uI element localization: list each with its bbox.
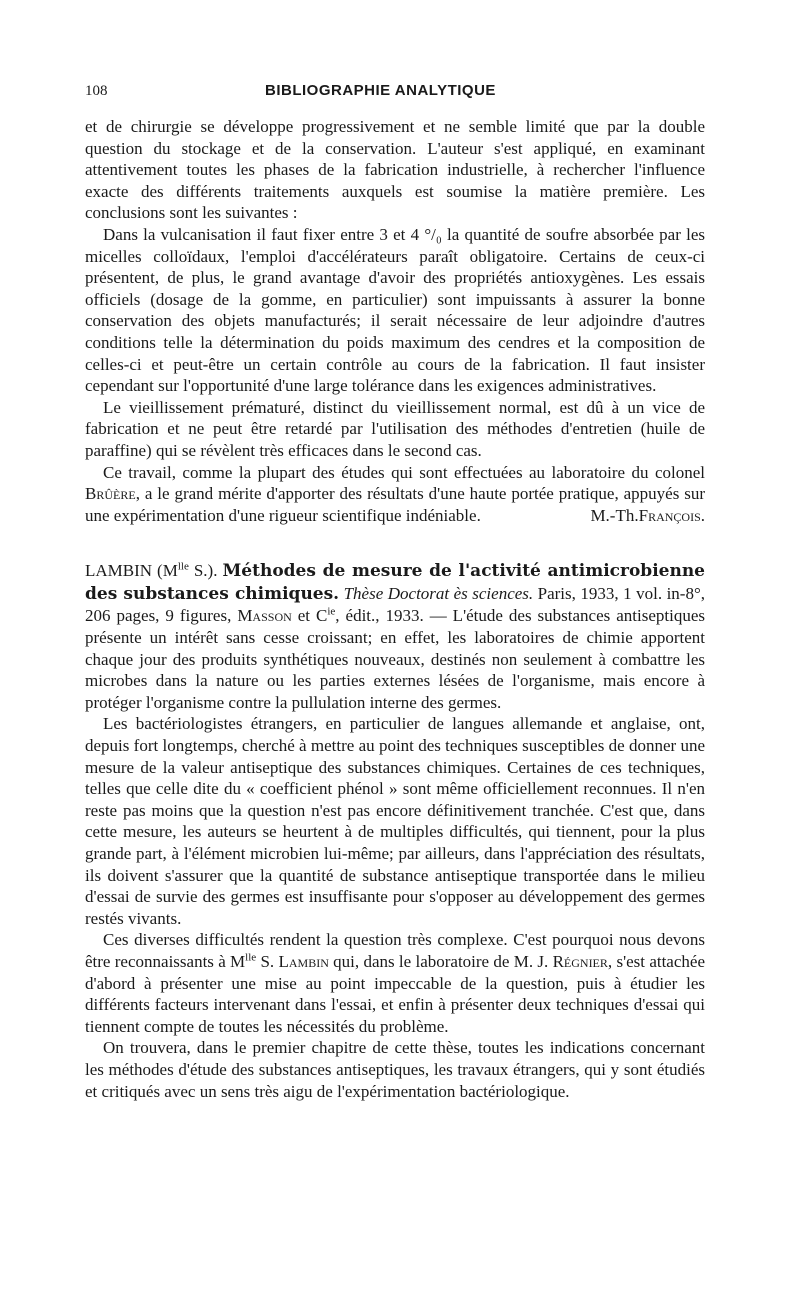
review1-paragraph-2: Dans la vulcanisation il faut fixer entre 3 et 4 °/₀ la quantité de soufre absorbée par les micelles colloïdaux, l'emploi d'accélérateurs paraît obligatoire. Certains de ceux-ci présentent, de plus, le grand avantage d'avoir des propriétés antioxygènes. Les essais officiels (dosage de la gomme, en particulier) sont impuissants à assurer la bonne conservation des objets manufacturés; il serait nécessaire de leur adjoindre d'autres conditions telle la détermination du poids maximum des cendres et la composition de celles-ci et peut-être un certain contrôle au cours de la fabrication. Il faut insister cependant sur l'opportunité d'une large tolérance dans les exigences administratives. <box>85 224 705 396</box>
review2-p3-text-d: , s'est attachée d'abord à présenter une mise au point impeccable de la question, puis à étudier les différents facteurs intervenant dans l'essai, et enfin à présenter deux techniques d'essai qui tiennent compte de toutes les nécessités du problème. <box>85 951 705 1036</box>
review2-paragraph-2: Les bactériologistes étrangers, en particulier de langues allemande et anglaise, ont, depuis fort longtemps, cherché à mettre au point des techniques susceptibles de donner une mesure de la valeur antiseptique des substances chimiques. Certaines de ces techniques, telles que celle dite du « coefficient phénol » sont même officiellement reconnues. Il n'en reste pas moins que la question n'est pas encore définitivement tranchée. C'est que, dans cette mesure, les auteurs se heurtent à de multiples difficultés, qui tiennent, pour la plus grande part, à l'élément microbien lui-même; par ailleurs, dans l'appréciation des résultats, ils doivent s'assurer que la quantité de substance antiseptique transportée dans le milieu d'essai de survie des germes est insuffisante pour s'opposer au développement des germes restés vivants. <box>85 714 705 928</box>
review2-paragraph-3 <box>85 929 705 1037</box>
review1-p4-text-b: , a le grand mérite d'apporter des résultats d'une haute portée pratique, appuyés sur une expérimentation d'une rigueur scientifique indéniable. <box>85 484 705 525</box>
review2-p3-text-a: Ces diverses difficultés rendent la question très complexe. C'est pourquoi nous devons être reconnaissants à M <box>85 930 705 971</box>
person-name-regnier: Régnier <box>552 951 608 971</box>
review-rubber <box>85 116 705 526</box>
review2-p3-text-b: S. <box>256 951 279 971</box>
review2-paragraph-1 <box>85 560 705 713</box>
review2-biblio-b: et C <box>291 606 328 626</box>
review2-author-sup: lle <box>177 560 189 573</box>
review2-author-end: S.). <box>188 561 223 581</box>
running-title: BIBLIOGRAPHIE ANALYTIQUE <box>265 82 496 99</box>
review1-paragraph-1: et de chirurgie se développe progressivement et ne semble limité que par la double question du stockage et de la conservation. L'auteur s'est appliqué, en examinant attentivement toutes les phases de la fabrication industrielle, à rechercher l'influence exacte des différents traitements auxquels est soumise la matière première. Les conclusions sont les suivantes : <box>85 117 705 223</box>
publisher-name: Masson <box>237 606 292 626</box>
review2-biblio-sup: ie <box>327 605 336 618</box>
review2-p3-sup: lle <box>245 951 257 964</box>
review-lambin <box>85 560 705 1102</box>
signature-surname: François. <box>638 505 705 525</box>
review2-biblio-c: , édit., 1933. — L'étude des substances antiseptiques présente un intérêt sans cesse croissant; en effet, les laboratoires de chimie apportent chaque jour des produits synthétiques nouveaux, destinés non seulement à combattre les microbes dans la nature ou les parties externes lésées de l'organisme, mais encore à protéger l'organisme contre la pullulation interne des germes. <box>85 606 705 712</box>
review2-p3-text-c: qui, dans le laboratoire de M. J. <box>328 951 553 971</box>
review2-author: LAMBIN (M <box>85 561 178 581</box>
review1-p4-text-a: Ce travail, comme la plupart des études qui sont effectuées au laboratoire du colonel <box>103 462 705 482</box>
section-gap <box>85 526 705 560</box>
person-name-bruere: Brûère <box>85 484 136 504</box>
review1-paragraph-3: Le vieillissement prématuré, distinct du vieillissement normal, est dû à un vice de fabrication et ne peut être retardé par l'utilisation des méthodes d'entretien (huile de paraffine) qui se révèlent très efficaces dans le second cas. <box>85 397 705 460</box>
review2-title: Méthodes de mesure de l'activité antimicrobienne des substances chimiques. <box>85 561 705 604</box>
review2-paragraph-4: On trouvera, dans le premier chapitre de cette thèse, toutes les indications concernant les méthodes d'étude des substances antiseptiques, les travaux étrangers, qui y sont étudiés et critiqués avec un sens très aigu de l'expérimentation bactériologique. <box>85 1038 705 1101</box>
review2-thesis: Thèse Doctorat ès sciences. <box>339 583 534 603</box>
document-page <box>85 82 705 1102</box>
review2-biblio-a: Paris, 1933, 1 vol. in-8°, 206 pages, 9 figures, <box>85 583 705 626</box>
page-header <box>85 82 705 116</box>
signature-initials: M.-Th. <box>590 505 639 525</box>
person-name-lambin: Lambin <box>278 951 329 971</box>
page-number: 108 <box>85 83 108 99</box>
